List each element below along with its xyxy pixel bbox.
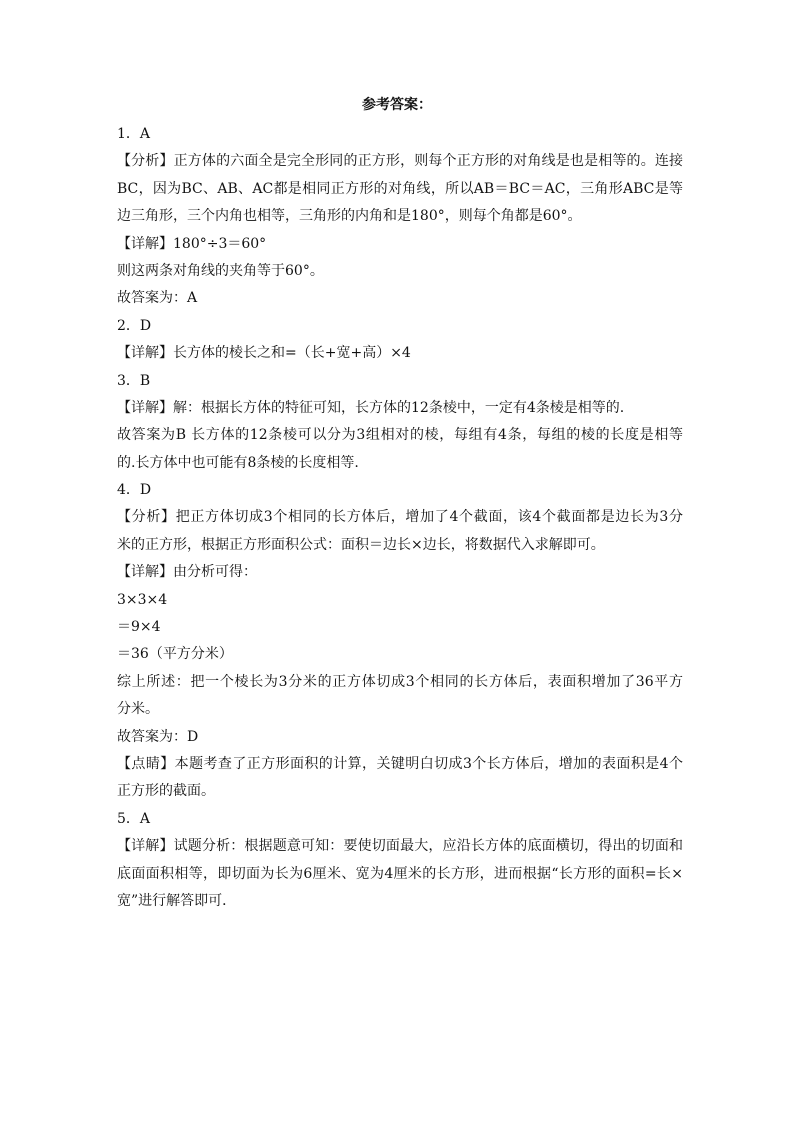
answer-line: 3．B [117,372,151,389]
answer-line: 4．D [117,482,152,499]
answer-line: ＝36（平方分米） [117,646,233,663]
answer-line: 5．A [117,810,151,827]
page-title: 参考答案： [362,97,432,113]
answer-line: 1．A [117,126,151,142]
answer-line: 2．D [117,317,152,334]
answer-line: 【详解】试题分析：根据题意可知：要使切面最大，应沿长方体的底面横切，得出的切面和 [117,838,683,855]
answer-line: 3×3×4 [117,591,168,608]
answer-line: 则这两条对角线的夹角等于60°。 [117,262,324,279]
answer-line: 故答案为B 长方体的12条棱可以分为3组相对的棱，每组有4条，每组的棱的长度是相等 [117,427,683,444]
answer-line: 分米。 [117,701,159,718]
answer-line: 【详解】长方体的棱长之和=（长+宽+高）×4 [117,345,411,362]
answer-line: 正方形的截面。 [117,783,215,800]
answer-line: 【详解】由分析可得： [117,564,257,581]
answer-line: 故答案为：D [117,728,199,745]
answer-content [117,121,683,915]
answer-line: ＝9×4 [117,619,161,636]
answer-line: 边三角形，三个内角也相等，三角形的内角和是180°，则每个角都是60°。 [117,208,582,225]
answer-line: 综上所述：把一个棱长为3分米的正方体切成3个相同的长方体后，表面积增加了36平方 [117,673,683,690]
answer-line: 米的正方形，根据正方形面积公式：面积＝边长×边长，将数据代入求解即可。 [117,536,605,553]
answer-line: BC，因为BC、AB、AC都是相同正方形的对角线，所以AB＝BC＝AC，三角形ABC是等 [117,180,683,197]
answer-line: 【分析】正方体的六面全是完全形同的正方形，则每个正方形的对角线是也是相等的。连接 [117,153,683,170]
answer-line: 的.长方体中也可能有8条棱的长度相等. [117,454,359,471]
answer-line: 宽”进行解答即可． [117,892,237,909]
answer-line: 底面面积相等，即切面为长为6厘米、宽为4厘米的长方形，进而根据“长方形的面积=长× [117,865,683,882]
answer-line: 【详解】解：根据长方体的特征可知，长方体的12条棱中，一定有4条棱是相等的. [117,399,625,416]
answer-line: 故答案为：A [117,290,198,307]
answer-line: 【点睛】本题考查了正方形面积的计算，关键明白切成3个长方体后，增加的表面积是4个 [117,755,683,772]
answer-line: 【详解】180°÷3＝60° [117,235,267,252]
answer-line: 【分析】把正方体切成3个相同的长方体后，增加了4个截面，该4个截面都是边长为3分 [117,509,683,526]
